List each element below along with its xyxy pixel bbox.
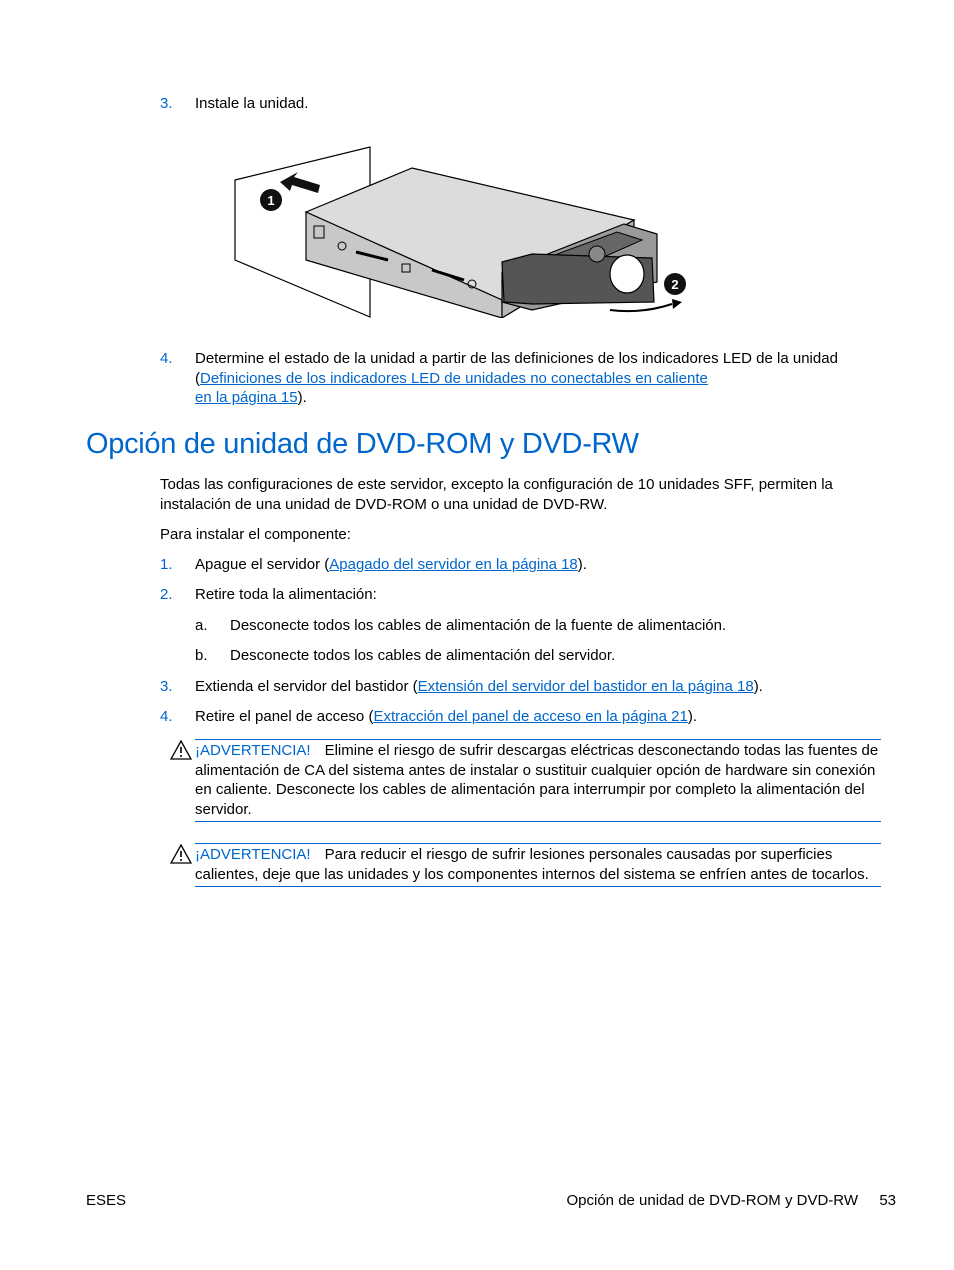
substep-letter: b. <box>195 647 208 664</box>
warning-triangle-icon <box>170 844 192 864</box>
footer-section-title: Opción de unidad de DVD-ROM y DVD-RW <box>566 1192 858 1209</box>
warning-box <box>195 739 881 822</box>
step-text-before: Extienda el servidor del bastidor ( <box>195 678 418 695</box>
step-number: 3. <box>160 95 173 112</box>
step-text-after: ). <box>297 389 307 406</box>
step-text <box>195 349 875 408</box>
power-off-link[interactable]: Apagado del servidor en la página 18 <box>329 556 578 573</box>
step-text: Instale la unidad. <box>195 95 309 112</box>
warning-text: Para reducir el riesgo de sufrir lesiones personales causadas por superficies calientes, deje que las unidades y los componentes internos del sistema se enfríen antes de tocarlos. <box>195 846 869 883</box>
step-text-before: Determine el estado de la unidad a partir de las definiciones de los indicadores LED de la unidad ( <box>195 350 838 387</box>
drive-installation-figure <box>232 142 692 318</box>
substep-text: Desconecte todos los cables de alimentación del servidor. <box>230 647 616 664</box>
step-number: 4. <box>160 350 173 367</box>
warning-text: Elimine el riesgo de sufrir descargas eléctricas desconectando todas las fuentes de alimentación de CA del sistema antes de instalar o sustituir cualquier opción de hardware sin conexión en caliente. Desconecte los cables de alimentación para interrumpir por completo la alimentación del servidor. <box>195 742 879 818</box>
substep-letter: a. <box>195 617 208 634</box>
step-text-before: Apague el servidor ( <box>195 556 330 573</box>
callout-2-label: 2 <box>671 277 679 292</box>
warning-box <box>195 843 881 887</box>
step-text-after: ). <box>687 708 697 725</box>
step-text <box>195 555 875 575</box>
led-definitions-link[interactable]: Definiciones de los indicadores LED de unidades no conectables en caliente <box>200 369 708 387</box>
footer-page-number: 53 <box>879 1192 896 1209</box>
footer-locale: ESES <box>86 1192 127 1209</box>
step-text <box>195 707 875 727</box>
step-text-before: Retire el panel de acceso ( <box>195 708 374 725</box>
extend-server-link[interactable]: Extensión del servidor del bastidor en la página 18 <box>417 678 754 695</box>
step-number: 1. <box>160 556 173 573</box>
step-text-after: ). <box>753 678 763 695</box>
step-number: 4. <box>160 708 173 725</box>
section-title: Opción de unidad de DVD-ROM y DVD-RW <box>86 428 639 460</box>
led-definitions-link-page[interactable]: en la página 15 <box>195 389 298 406</box>
substep-text: Desconecte todos los cables de alimentación de la fuente de alimentación. <box>230 617 727 634</box>
install-lead: Para instalar el componente: <box>160 526 351 543</box>
step-number: 2. <box>160 586 173 603</box>
callout-1-label: 1 <box>267 193 275 208</box>
warning-label: ¡ADVERTENCIA! <box>195 742 311 759</box>
step-text <box>195 677 875 697</box>
step-text: Retire toda la alimentación: <box>195 586 377 603</box>
warning-label: ¡ADVERTENCIA! <box>195 846 311 863</box>
step-text-after: ). <box>577 556 587 573</box>
step-number: 3. <box>160 678 173 695</box>
intro-paragraph: Todas las configuraciones de este servidor, excepto la configuración de 10 unidades SFF, permiten la instalación de una unidad de DVD-ROM o una unidad de DVD-RW. <box>160 476 833 513</box>
warning-triangle-icon <box>170 740 192 760</box>
remove-access-panel-link[interactable]: Extracción del panel de acceso en la página 21 <box>373 708 688 725</box>
